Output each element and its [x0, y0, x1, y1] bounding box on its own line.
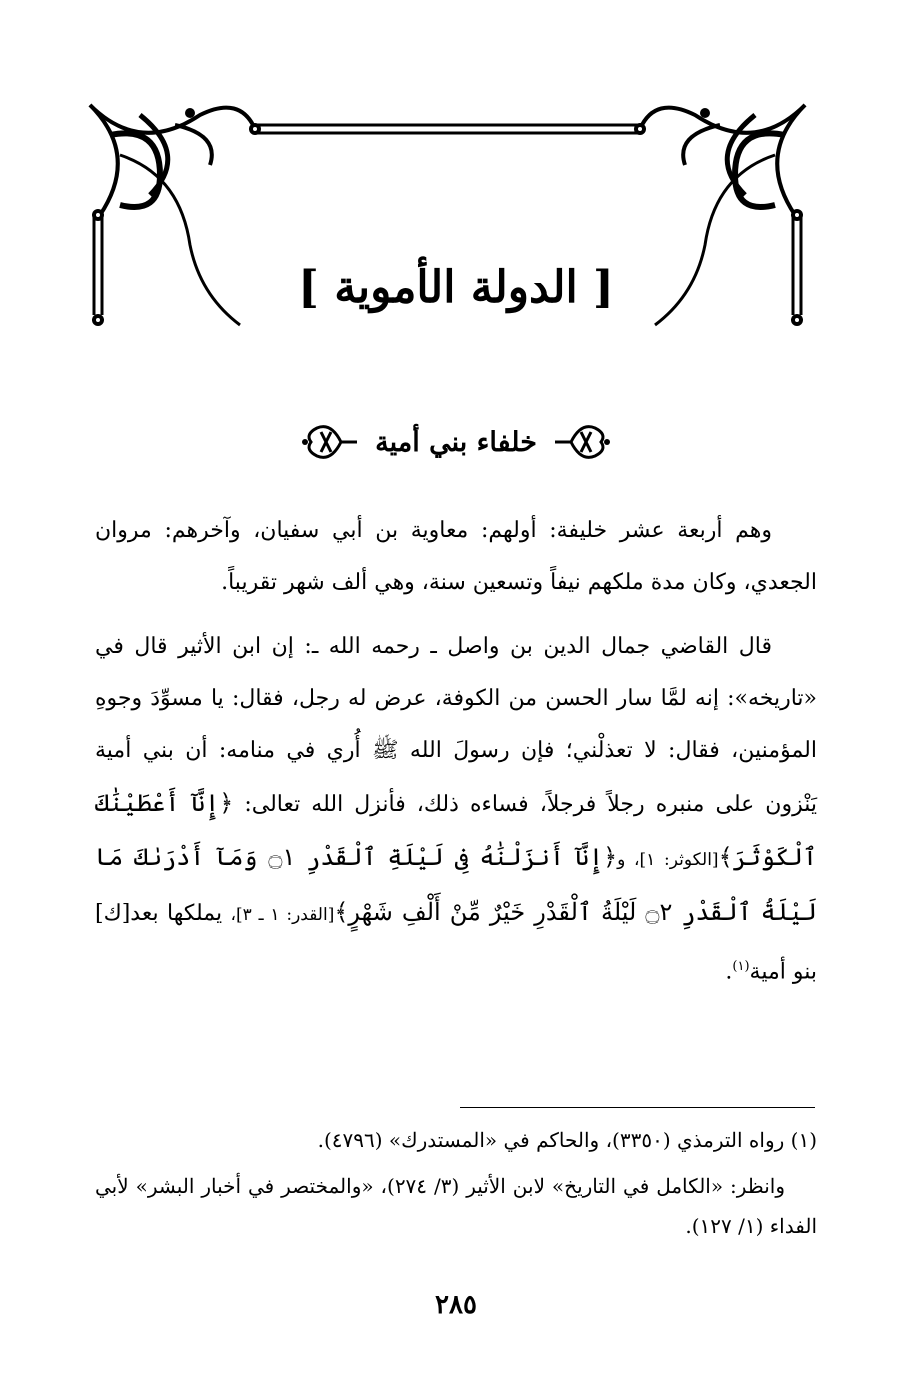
quran-verse-qadr: ﴿إِنَّآ أَنزَلْنَٰهُ فِى لَيْلَةِ ٱلْقَدْرِ ۝١ وَمَآ أَدْرَىٰكَ مَا لَيْلَةُ ٱلْقَدْرِ ۝٢ لَيْلَةُ ٱلْقَدْرِ خَيْرٌ مِّنْ أَلْفِ شَهْرٍ﴾	[95, 843, 817, 926]
footnotes	[95, 1120, 817, 1252]
ornament-right-icon	[551, 418, 613, 466]
main-text	[95, 505, 817, 1010]
paragraph-2-end: يملكها بعد[ك] بنو أمية	[95, 901, 817, 985]
footnote-separator	[460, 1107, 815, 1108]
page-header	[0, 262, 912, 313]
paragraph-2	[95, 621, 817, 998]
footnote-1-continued: وانظر: «الكامل في التاريخ» لابن الأثير (٣/ ٢٧٤)، «والمختصر في أخبار البشر» لأبي الفداء (١/ ١٢٧).	[95, 1174, 817, 1238]
paragraph-2-period: .	[725, 959, 733, 985]
ornament-left-icon	[299, 418, 361, 466]
verse-reference-2: [القدر: ١ ـ ٣]،	[230, 905, 335, 925]
page-title: [ الدولة الأموية ]	[298, 262, 614, 313]
paragraph-1: وهم أربعة عشر خليفة: أولهم: معاوية بن أبي سفيان، وآخرهم: مروان الجعدي، وكان مدة ملكهم نيفاً وتسعين سنة، وهي ألف شهر تقريباً.	[95, 518, 817, 595]
verse-reference-1: [الكوثر: ١]، و	[617, 850, 719, 870]
footnote-1: (١) رواه الترمذي (٣٣٥٠)، والحاكم في «المستدرك» (٤٧٩٦).	[317, 1128, 817, 1152]
quran-verse-kawthar: ﴿إِنَّآ أَعْطَيْنَٰكَ ٱلْكَوْثَرَ﴾	[95, 789, 817, 871]
section-title: خلفاء بني أمية	[375, 426, 537, 458]
section-heading	[0, 418, 912, 466]
page-number: ٢٨٥	[435, 1290, 477, 1320]
paragraph-2-text: قال القاضي جمال الدين بن واصل ـ رحمه الله ـ: إن ابن الأثير قال في «تاريخه»: إنه لمَّا سار الحسن من الكوفة، عرض له رجل، فقال: يا مسوِّدَ وجوهِ المؤمنين، فقال: لا تعذلْني؛ فإن رسولَ الله ﷺ أُري في منامه: أن بني أمية يَنْزون على منبره رجلاً فرجلاً، فساءه ذلك، فأنزل الله تعالى:	[95, 634, 817, 817]
footnote-marker[interactable]: (١)	[732, 959, 750, 974]
